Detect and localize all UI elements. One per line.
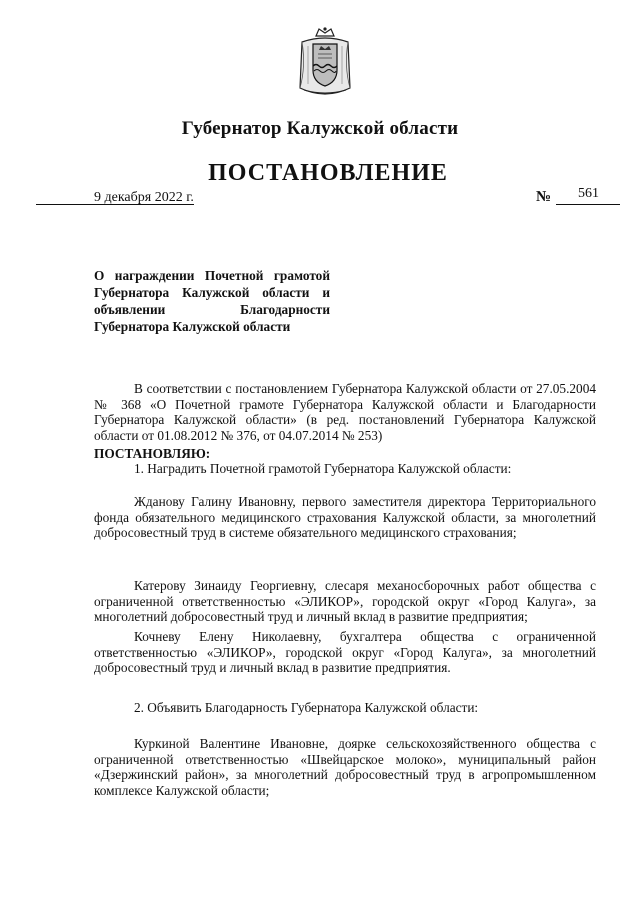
awardee-paragraph: Жданову Галину Ивановну, первого заместителя директора Территориального фонда обязательного медицинского страхования Калужской области, за многолетний добросовестный труд в системе обязательного медицинского страхования; [94, 494, 596, 541]
awardee-paragraph: Кочневу Елену Николаевну, бухгалтера общества с ограниченной ответственностью «ЭЛИКОР», городской округ «Город Калуга», за многолетний добросовестный труд и личный вклад в развитие предприятия. [94, 629, 596, 676]
number-underline [556, 204, 620, 205]
coat-of-arms-emblem [296, 26, 354, 98]
authority-title: Губернатор Калужской области [181, 118, 459, 139]
document-type: ПОСТАНОВЛЕНИЕ [208, 160, 448, 186]
document-number: 561 [578, 186, 599, 201]
document-date: 9 декабря 2022 г. [94, 190, 194, 205]
decree-word: ПОСТАНОВЛЯЮ: [94, 446, 211, 461]
number-label: № [536, 189, 552, 205]
preamble-paragraph: В соответствии с постановлением Губернатора Калужской области от 27.05.2004 № 368 «О Почетной грамоте Губернатора Калужской области и Благодарности Губернатора Калужской области» (в ред. постановлений Губернатора Калужской области от 01.08.2012 № 376, от 04.07.2014 № 253) [94, 381, 596, 443]
item-1-heading: 1. Наградить Почетной грамотой Губернатора Калужской области: [134, 461, 512, 476]
document-subject: О награждении Почетной грамотой Губернатора Калужской области и объявлении Благодарности Губернатора Калужской области [94, 268, 330, 334]
awardee-paragraph: Катерову Зинаиду Георгиевну, слесаря механосборочных работ общества с ограниченной ответственностью «ЭЛИКОР», городской округ «Город Калуга», за многолетний добросовестный труд и личный вклад в развитие предприятия; [94, 578, 596, 625]
item-2-heading: 2. Объявить Благодарность Губернатора Калужской области: [134, 700, 479, 715]
awardee-paragraph: Куркиной Валентине Ивановне, доярке сельскохозяйственного общества с ограниченной ответственностью «Швейцарское молоко», муниципальный район «Дзержинский район», за многолетний добросовестный труд в агропромышленном комплексе Калужской области; [94, 736, 596, 798]
